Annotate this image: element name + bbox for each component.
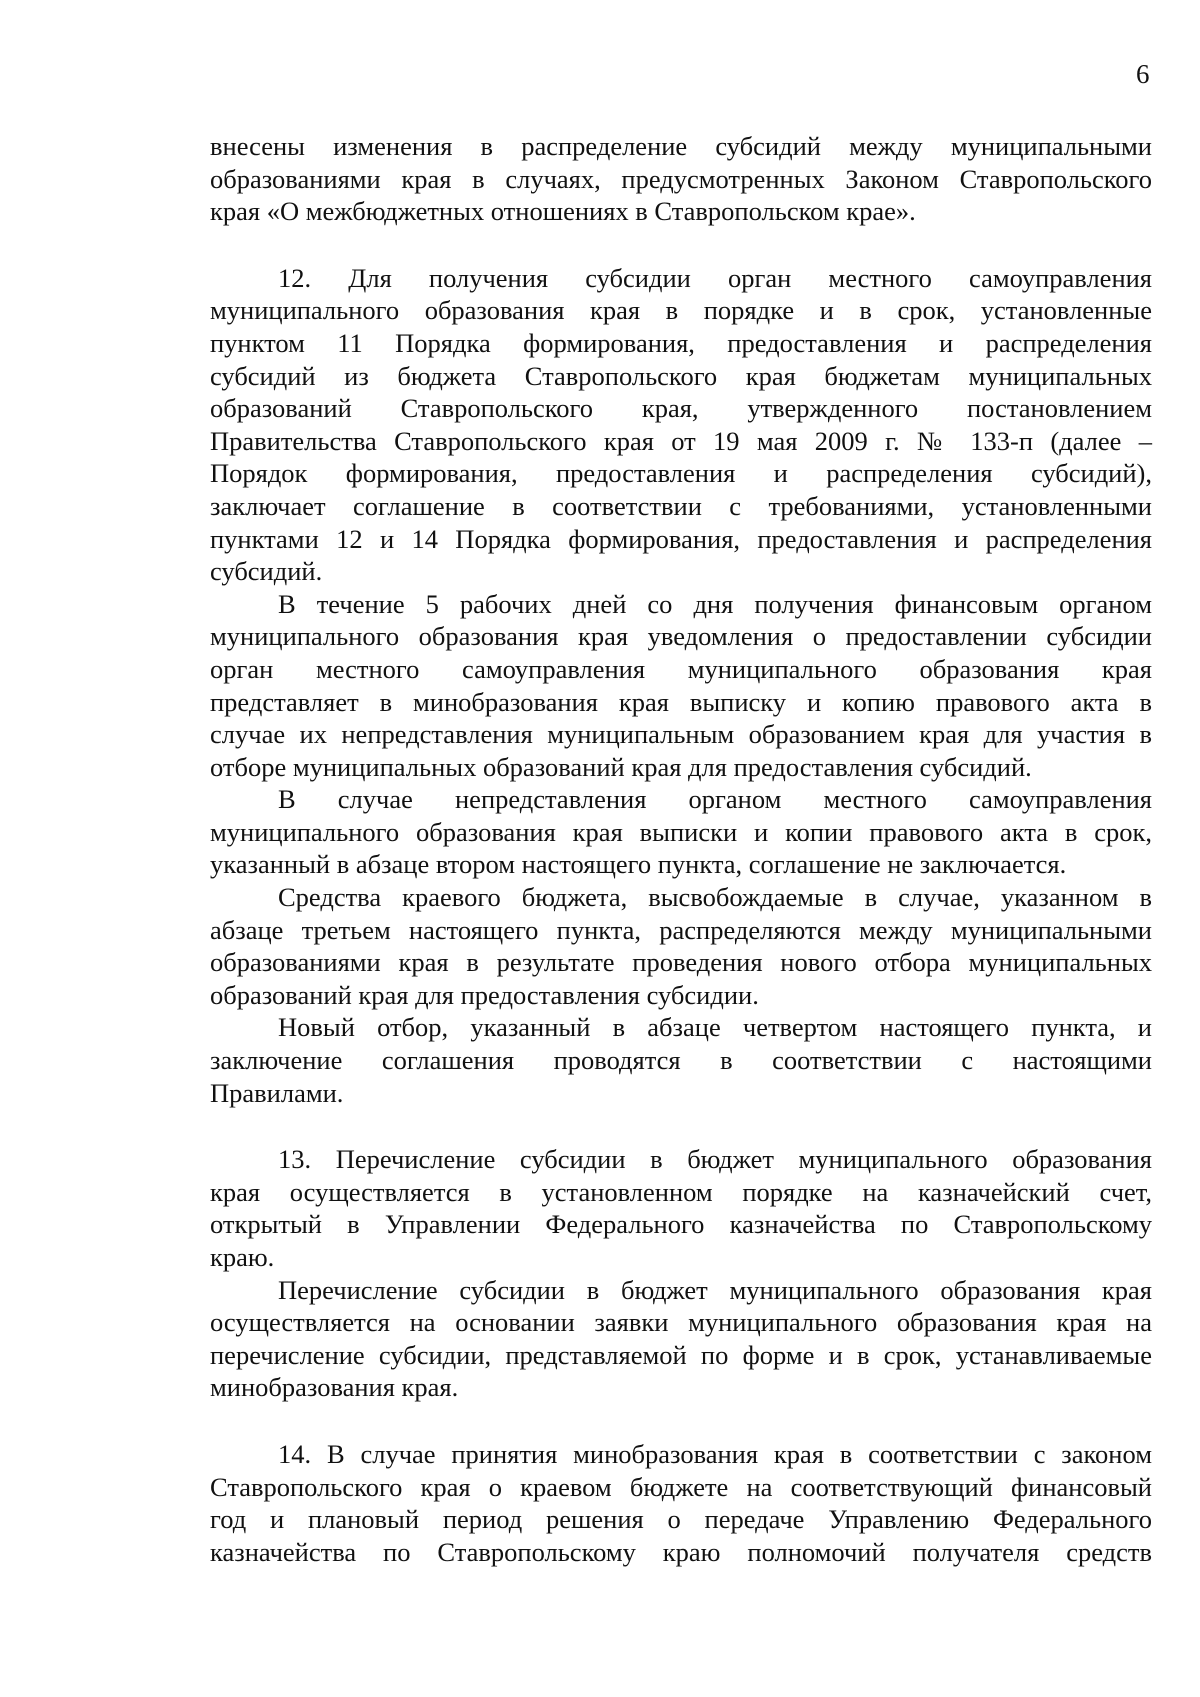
text-line: год и плановый период решения о передаче Управлению Федерального	[210, 1504, 1152, 1535]
text-line: Новый отбор, указанный в абзаце четвертом настоящего пункта, и	[278, 1012, 1152, 1043]
paragraph-p-12-4	[210, 881, 1152, 1011]
text-line: 12. Для получения субсидии орган местного самоуправления	[278, 262, 1152, 293]
paragraph-p-13-1	[210, 1143, 1152, 1273]
text-line: образованиями края в случаях, предусмотренных Законом Ставропольского	[210, 163, 1152, 194]
text-line: заключение соглашения проводятся в соответствии с настоящими	[210, 1045, 1152, 1076]
paragraph-p-12-2	[210, 588, 1152, 784]
text-line: Средства краевого бюджета, высвобождаемые в случае, указанном в	[278, 882, 1152, 913]
text-line: края осуществляется в установленном порядке на казначейский счет,	[210, 1176, 1152, 1207]
text-line: Правилами.	[210, 1077, 344, 1108]
paragraph-gap	[210, 228, 1152, 262]
paragraph-p-13-2	[210, 1274, 1152, 1404]
text-line: указанный в абзаце втором настоящего пункта, соглашение не заключается.	[210, 849, 1067, 880]
text-line: муниципального образования края выписки и копии правового акта в срок,	[210, 816, 1152, 847]
text-line: 14. В случае принятия минобразования края в соответствии с законом	[278, 1438, 1152, 1469]
text-line: субсидий из бюджета Ставропольского края бюджетам муниципальных	[210, 360, 1152, 391]
text-line: заключает соглашение в соответствии с требованиями, установленными	[210, 490, 1152, 521]
page-number: 6	[1136, 59, 1150, 89]
paragraph-p-12-3	[210, 783, 1152, 881]
text-line: внесены изменения в распределение субсидий между муниципальными	[210, 131, 1152, 161]
text-line: Правительства Ставропольского края от 19 мая 2009 г. № 133-п (далее –	[210, 425, 1152, 456]
text-line: перечисление субсидии, представляемой по форме и в срок, устанавливаемые	[210, 1339, 1152, 1370]
document-body	[210, 130, 1152, 1568]
text-line: субсидий.	[210, 556, 323, 587]
text-line: случае их непредставления муниципальным образованием края для участия в	[210, 719, 1152, 750]
text-line: В течение 5 рабочих дней со дня получения финансовым органом	[278, 588, 1152, 619]
paragraph-gap	[210, 1404, 1152, 1438]
text-line: образований края для предоставления субсидии.	[210, 979, 759, 1010]
text-line: муниципального образования края уведомления о предоставлении субсидии	[210, 621, 1152, 652]
text-line: орган местного самоуправления муниципального образования края	[210, 653, 1152, 684]
text-line: представляет в минобразования края выписку и копию правового акта в	[210, 686, 1152, 717]
text-line: абзаце третьем настоящего пункта, распределяются между муниципальными	[210, 914, 1152, 945]
text-line: Ставропольского края о краевом бюджете на соответствующий финансовый	[210, 1471, 1152, 1502]
text-line: края «О межбюджетных отношениях в Ставропольском крае».	[210, 196, 916, 227]
text-line: осуществляется на основании заявки муниципального образования края на	[210, 1307, 1152, 1338]
text-line: краю.	[210, 1242, 275, 1272]
paragraph-p-continued	[210, 130, 1152, 228]
text-line: открытый в Управлении Федерального казначейства по Ставропольскому	[210, 1209, 1152, 1240]
text-line: пунктом 11 Порядка формирования, предоставления и распределения	[210, 327, 1152, 358]
text-line: Порядок формирования, предоставления и распределения субсидий),	[210, 458, 1152, 489]
paragraph-p-12-1	[210, 262, 1152, 588]
text-line: казначейства по Ставропольскому краю полномочий получателя средств	[210, 1536, 1152, 1567]
text-line: отборе муниципальных образований края для предоставления субсидий.	[210, 751, 1032, 782]
text-line: образованиями края в результате проведения нового отбора муниципальных	[210, 947, 1152, 978]
paragraph-p-14-1	[210, 1438, 1152, 1568]
text-line: пунктами 12 и 14 Порядка формирования, предоставления и распределения	[210, 523, 1152, 554]
text-line: муниципального образования края в порядке и в срок, установленные	[210, 295, 1152, 326]
text-line: образований Ставропольского края, утвержденного постановлением	[210, 393, 1152, 424]
paragraph-p-12-5	[210, 1011, 1152, 1109]
text-line: Перечисление субсидии в бюджет муниципального образования края	[278, 1274, 1152, 1305]
paragraph-gap	[210, 1109, 1152, 1143]
text-line: минобразования края.	[210, 1372, 459, 1403]
text-line: В случае непредставления органом местного самоуправления	[278, 784, 1152, 815]
text-line: 13. Перечисление субсидии в бюджет муниципального образования	[278, 1144, 1152, 1175]
